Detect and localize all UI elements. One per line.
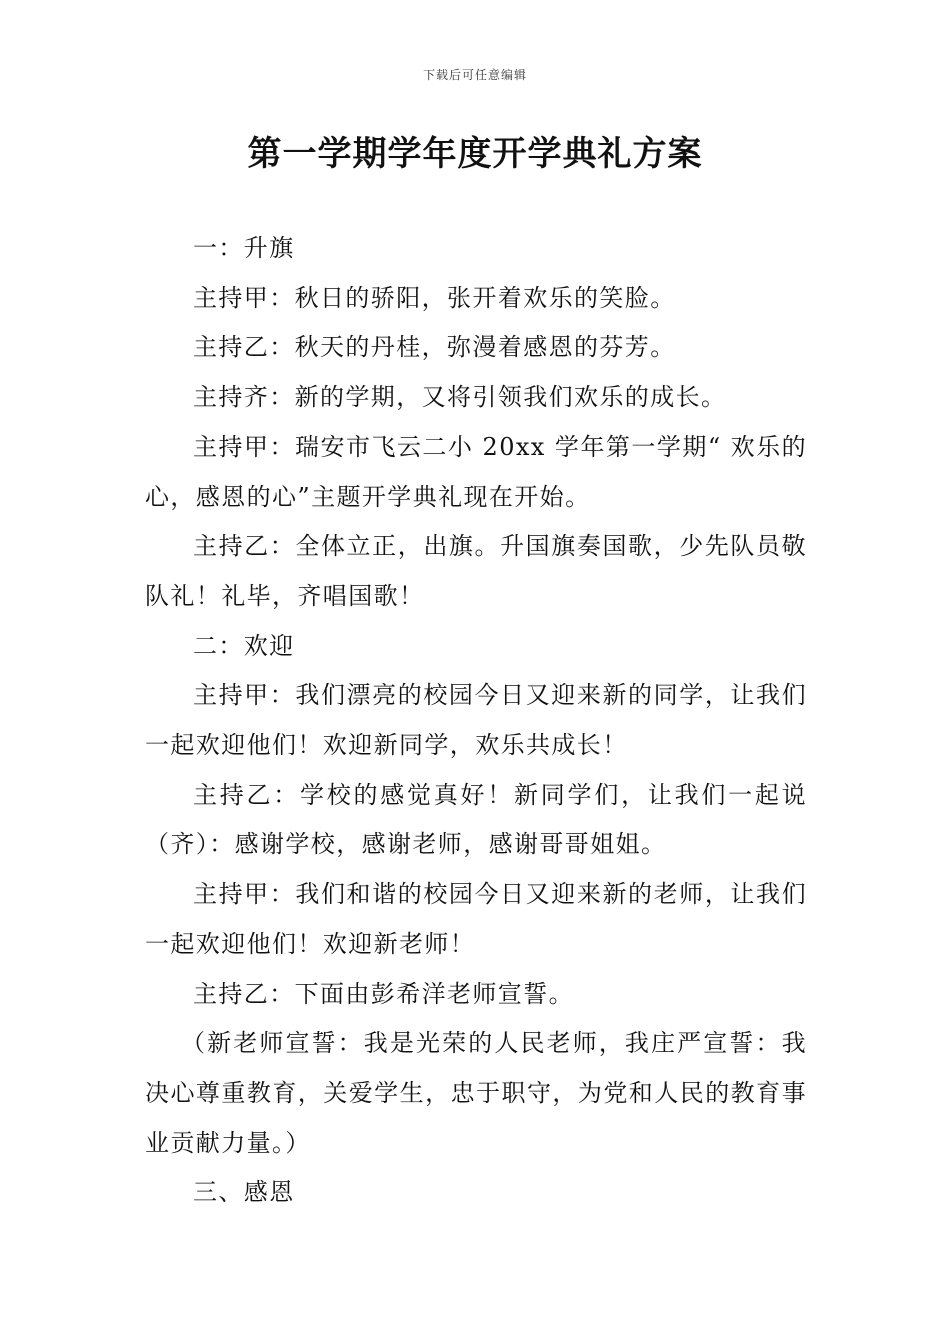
paragraph: 主持乙：秋天的丹桂，弥漫着感恩的芬芳。 [193, 333, 676, 362]
document-body [145, 224, 807, 1218]
document-title: 第一学期学年度开学典礼方案 [247, 134, 703, 174]
paragraph: 主持甲：我们漂亮的校园今日又迎来新的同学，让我们一起欢迎他们！欢迎新同学，欢乐共成长！ [145, 681, 807, 760]
paragraph: 主持齐：新的学期，又将引领我们欢乐的成长。 [193, 383, 727, 412]
teacher-oath-paragraph: （新老师宣誓：我是光荣的人民老师，我庄严宣誓：我决心尊重教育，关爱学生，忠于职守，为党和人民的教育事业贡献力量。） [145, 1029, 807, 1157]
paragraph: 主持乙：学校的感觉真好！新同学们，让我们一起说（齐）：感谢学校，感谢老师，感谢哥哥姐姐。 [145, 780, 807, 859]
section-heading-welcome: 二：欢迎 [193, 631, 295, 660]
paragraph: 主持甲：秋日的骄阳，张开着欢乐的笑脸。 [193, 283, 676, 312]
section-heading-flag-raising: 一：升旗 [193, 234, 295, 262]
paragraph: 主持乙：全体立正，出旗。升国旗奏国歌，少先队员敬队礼！礼毕，齐唱国歌！ [145, 532, 807, 610]
paragraph: 主持乙：下面由彭希洋老师宣誓。 [193, 979, 574, 1008]
section-heading-gratitude: 三、感恩 [193, 1178, 295, 1207]
header-note: 下载后可任意编辑 [422, 68, 527, 82]
paragraph: 主持甲：瑞安市飞云二小 20xx 学年第一学期“ 欢乐的心，感恩的心”主题开学典礼现在开始。 [145, 432, 807, 511]
paragraph: 主持甲：我们和谐的校园今日又迎来新的老师，让我们一起欢迎他们！欢迎新老师！ [145, 880, 807, 958]
